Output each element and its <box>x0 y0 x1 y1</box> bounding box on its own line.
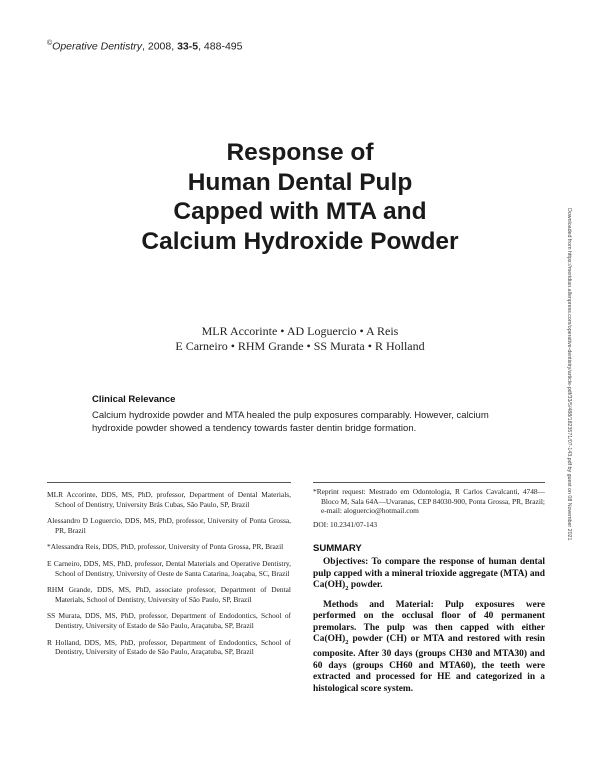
affiliations <box>47 490 291 664</box>
affiliation-item: R Holland, DDS, MS, PhD, professor, Department of Endodontics, School of Dentistry, University of Estado de São Paulo, Araçatuba, SP, Brazil <box>47 637 291 657</box>
author-line-1: MLR Accorinte • AD Loguercio • A Reis <box>201 324 399 338</box>
title-line: Human Dental Pulp <box>187 168 413 196</box>
reprint-request: *Reprint request: Mestrado em Odontologia, R Carlos Cavalcanti, 4748—Bloco M, Sala 64A—Uvaranas, CEP 84030-900, Ponta Grossa, PR, Brazil; e-mail: aloguercio@hotmail.com <box>313 487 545 516</box>
author-line-2: E Carneiro • RHM Grande • SS Murata • R Holland <box>175 339 425 353</box>
reprint-divider <box>313 482 545 483</box>
title-line: Calcium Hydroxide Powder <box>141 227 459 255</box>
summary-objectives: Objectives: To compare the response of human dental pulp capped with a mineral trioxide aggregate (MTA) and $Ca(OH)_2$ powder. <box>313 557 545 593</box>
affiliation-item: *Alessandra Reis, DDS, PhD, professor, University of Ponta Grossa, PR, Brazil <box>47 542 284 552</box>
download-watermark-text: Downloaded from https://meridian.allenpress.com/operative-dentistry/article-pdf/33/5/488/1823571/07-143.pdf by guest on 08 November 2021 <box>566 208 572 541</box>
author-list <box>0 324 600 354</box>
doi: DOI: 10.2341/07-143 <box>313 519 378 529</box>
affiliation-item: Alessandro D Loguercio, DDS, MS, PhD, professor, University of Ponta Grossa, PR, Brazil <box>47 516 291 535</box>
affiliation-divider <box>47 482 291 483</box>
clinical-relevance-text: Calcium hydroxide powder and MTA healed the pulp exposures comparably. However, calcium hydroxide powder showed a tendency towards faster dentin bridge formation. <box>92 410 489 434</box>
summary-text <box>313 557 545 700</box>
journal-citation <box>47 40 242 53</box>
clinical-relevance-heading: Clinical Relevance <box>92 394 176 405</box>
article-title <box>0 138 600 256</box>
journal-name: Operative Dentistry <box>52 40 143 53</box>
affiliation-item: SS Murata, DDS, MS, PhD, professor, Department of Endodontics, School of Dentistry, University of Estado de São Paulo, Araçatuba, SP, Brazil <box>47 611 291 630</box>
copyright-mark: © <box>47 40 53 47</box>
affiliation-item: RHM Grande, DDS, MS, PhD, associate professor, Department of Dental Materials, School of Dentistry, University of São Paulo, SP, Brazil <box>47 585 291 604</box>
title-line: Response of <box>226 139 374 166</box>
summary-methods: Methods and Material: Pulp exposures were performed on the occlusal floor of 40 permanent premolars. The pulp was then capped with either $Ca(OH)_2$ powder (CH) or MTA and restored with resin composite. After 30 days (groups CH30 and MTA30) and 60 days (groups CH60 and MTA60), the teeth were extracted and processed for HE and categorized in a histological score system. <box>313 599 545 694</box>
affiliation-item: MLR Accorinte, DDS, MS, PhD, professor, Department of Dental Materials, School of Dentistry, University Brás Cubas, São Paulo, SP, Brazil <box>47 490 291 509</box>
reprint-info <box>313 487 545 533</box>
summary-heading: SUMMARY <box>313 543 362 554</box>
title-line: Capped with MTA and <box>173 198 427 225</box>
page-range: , 488-495 <box>198 40 243 53</box>
citation-year: , 2008, <box>142 40 178 53</box>
volume-issue: 33-5 <box>177 40 199 53</box>
affiliation-item: E Carneiro, DDS, MS, PhD, professor, Dental Materials and Operative Dentistry, School of Dentistry, University of Oeste de Santa Catarina, Joaçaba, SC, Brazil <box>47 558 291 578</box>
